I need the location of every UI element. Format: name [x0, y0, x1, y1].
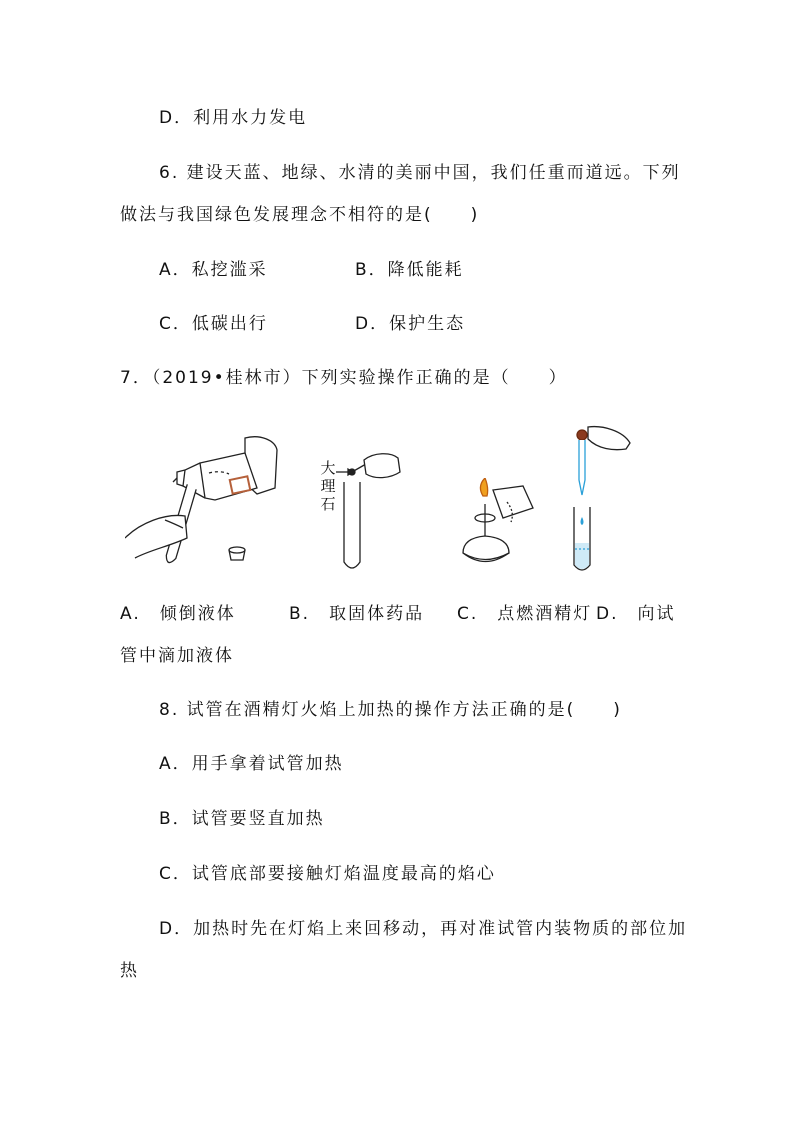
q8-option-a: A．用手拿着试管加热 [159, 754, 344, 774]
marble-label-2: 理 [320, 477, 336, 495]
q7-stem: 7．（2019•桂林市）下列实验操作正确的是（ ） [120, 368, 568, 388]
q6-option-d: D．保护生态 [355, 314, 466, 334]
q7-option-d: D. 向试 [596, 604, 676, 624]
q5-option-d: D．利用水力发电 [159, 108, 308, 128]
hand-icon [364, 454, 400, 478]
q6-option-c: C．低碳出行 [159, 314, 268, 334]
alcohol-lamp-icon [463, 536, 509, 560]
flame-icon [480, 478, 487, 496]
q8-option-c: C．试管底部要接触灯焰温度最高的焰心 [159, 864, 496, 884]
q7-option-d-cont: 管中滴加液体 [120, 646, 234, 666]
figure-taking-solid [336, 450, 406, 575]
figure-pouring-liquid [125, 428, 285, 573]
marble-label-1: 大 [320, 459, 336, 477]
dropper-icon [579, 440, 585, 495]
q6-stem-line1: 6. 建设天蓝、地绿、水清的美丽中国，我们任重而道远。下列 [159, 163, 681, 183]
q7-option-c: C. 点燃酒精灯 [457, 604, 593, 624]
figure-dropping-liquid [568, 425, 638, 575]
test-tube-icon [344, 482, 360, 568]
q6-option-a: A．私挖滥采 [159, 260, 268, 280]
q8-option-b: B．试管要竖直加热 [159, 809, 325, 829]
q7-option-a: A. 倾倒液体 [120, 604, 236, 624]
hand-icon [588, 427, 630, 450]
q6-option-b: B．降低能耗 [355, 260, 464, 280]
figure-lighting-lamp [453, 478, 543, 573]
q6-stem-line2: 做法与我国绿色发展理念不相符的是( ) [120, 205, 480, 225]
q8-option-d-cont: 热 [120, 961, 139, 981]
q8-option-d: D．加热时先在灯焰上来回移动，再对准试管内装物质的部位加 [159, 919, 688, 939]
marble-label-3: 石 [320, 495, 336, 513]
q7-option-b: B. 取固体药品 [289, 604, 425, 624]
q8-stem: 8. 试管在酒精灯火焰上加热的操作方法正确的是( ) [159, 700, 622, 720]
